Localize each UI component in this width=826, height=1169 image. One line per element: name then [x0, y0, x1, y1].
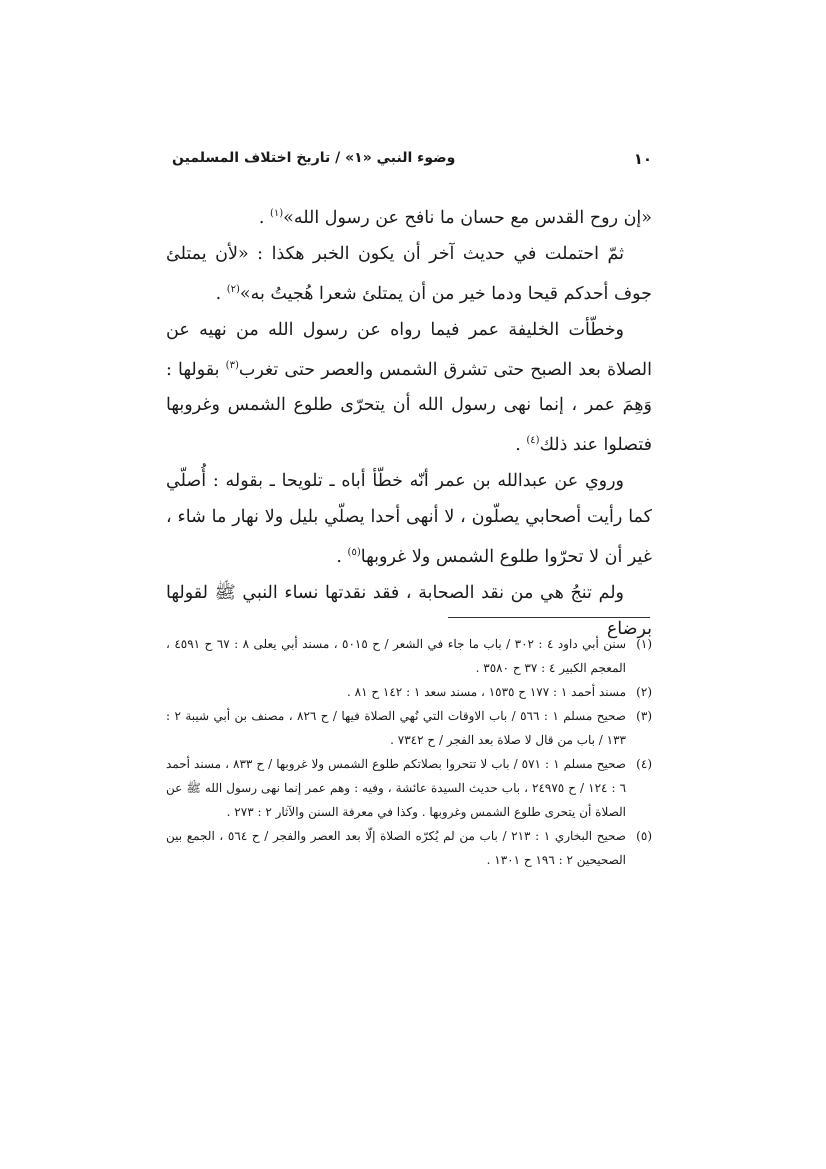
footnote-number: (٥) — [636, 829, 652, 843]
footnote-number: (٢) — [636, 685, 652, 699]
footnotes — [166, 632, 652, 872]
footnote-ref: (٤) — [526, 435, 540, 447]
footnote-text: صحيح مسلم ١ : ٥٦٦ / باب الاوقات التي نُهي الصلاة فيها / ح ٨٢٦ ، مصنف بن أبي شيبة ٢ : ١٣٣ / باب من قال لا صلاة بعد الفجر / ح ٧٣٤٢ . — [166, 709, 626, 747]
paragraph-text: وخطّأت الخليفة عمر فيما رواه عن رسول الله من نهيه عن الصلاة بعد الصبح حتى تشرق الشمس والعصر حتى تغرب — [166, 319, 652, 380]
footnote — [166, 704, 652, 752]
footnote-ref: (٢) — [226, 283, 240, 295]
footnote-number: (١) — [636, 637, 653, 651]
paragraph-text: ثمّ احتملت في حديث آخر أن يكون الخبر هكذا : «لأن يمتلئ جوف أحدكم قيحا ودما خير من أن يمتلئ شعرا هُجيتُ به» — [166, 243, 652, 304]
paragraph — [166, 236, 652, 312]
footnote-ref: (٣) — [225, 359, 239, 371]
footnote-divider — [448, 617, 650, 618]
paragraph — [166, 196, 652, 236]
footnote-text: صحيح البخاري ١ : ٢١٣ / باب من لم يُكرّه الصلاة إلّا بعد العصر والفجر / ح ٥٦٤ ، الجمع بين الصحيحين ٢ : ١٩٦ ح ١٣٠١ . — [166, 829, 626, 867]
paragraph-end: . — [258, 207, 270, 228]
page-header — [172, 150, 652, 176]
running-title: وضوء النبي «١» / تاريخ اختلاف المسلمين — [172, 150, 456, 166]
paragraph-text: بقولها : وَهِمَ عمر ، إنما نهى رسول الله أن يتحرّى طلوع الشمس وغروبها فتصلوا عند ذلك — [166, 359, 652, 456]
footnote-text: صحيح مسلم ١ : ٥٧١ / باب لا تتحروا بصلاتكم طلوع الشمس ولا غروبها / ح ٨٣٣ ، مسند أحمد ٦ : ١٢٤ / ح ٢٤٩٧٥ ، باب حديث السيدة عائشة ، وفيه : وهم عمر إنما نهى رسول الله ﷺ عن الصلاة أن يتحرى طلوع الشمس وغروبها . وكذا في معرفة السنن والآثار ٢ : ٢٧٣ . — [166, 757, 627, 819]
paragraph-text: «إن روح القدس مع حسان ما نافح عن رسول الله» — [283, 207, 652, 228]
footnote-number: (٣) — [636, 709, 652, 723]
paragraph-end: . — [215, 283, 227, 304]
footnote-ref: (١) — [269, 208, 284, 219]
footnote — [166, 752, 652, 824]
paragraph — [166, 312, 652, 464]
paragraph-end: . — [336, 547, 348, 568]
main-text — [166, 196, 652, 647]
paragraph-end: . — [515, 435, 527, 456]
page-number: ١٠ — [633, 150, 652, 168]
footnote-ref: (٥) — [347, 547, 361, 559]
paragraph-text: ولم تنجُ هي من نقد الصحابة ، فقد نقدتها نساء النبي ﷺ لقولها برضاع — [166, 583, 652, 640]
footnote-text: مسند أحمد ١ : ١٧٧ ح ١٥٣٥ ، مسند سعد ١ : ١٤٢ ح ٨١ . — [347, 685, 626, 699]
footnote — [166, 632, 652, 680]
footnote — [166, 680, 652, 704]
footnote-number: (٤) — [636, 757, 652, 771]
paragraph-text: وروي عن عبدالله بن عمر أنّه خطّأ أباه ـ تلويحا ـ بقوله : أُصلّي كما رأيت أصحابي يصلّون ، لا أنهى أحدا يصلّي بليل ولا نهار ما شاء ، غير أن لا تحرّوا طلوع الشمس ولا غروبها — [166, 471, 652, 568]
paragraph — [166, 463, 652, 575]
footnote — [166, 824, 652, 872]
footnote-text: سنن أبي داود ٤ : ٣٠٢ / باب ما جاء في الشعر / ح ٥٠١٥ ، مسند أبي يعلى ٨ : ٦٧ ح ٤٥٩١ ، المعجم الكبير ٤ : ٣٧ ح ٣٥٨٠ . — [166, 637, 627, 675]
